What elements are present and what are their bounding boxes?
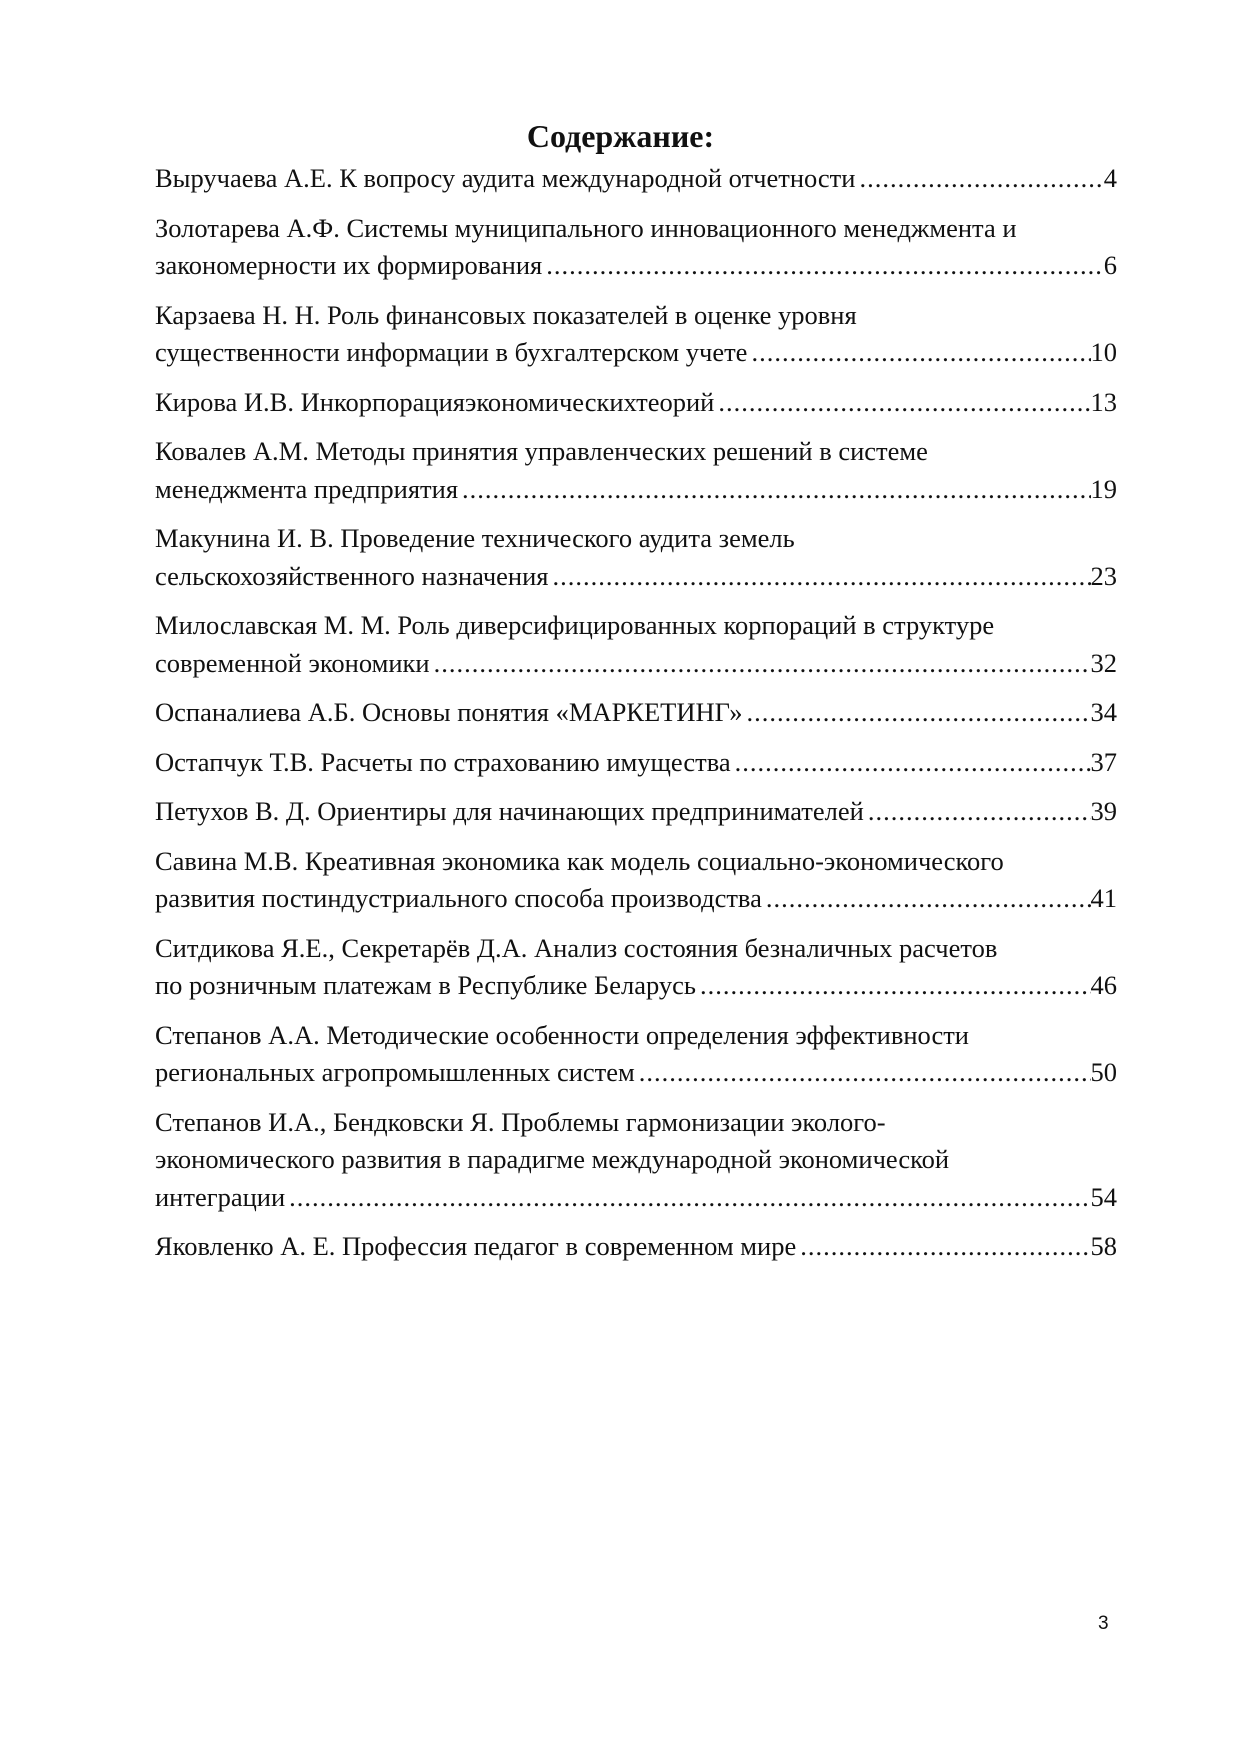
toc-page-number[interactable]: 37 [1090,746,1117,777]
toc-entry-title[interactable]: Степанов И.А., Бендковски Я. Проблемы гармонизации эколого- [155,1106,886,1137]
toc-entry-title[interactable]: современной экономики [155,647,430,678]
toc-page-number[interactable]: 4 [1103,163,1117,193]
toc-entry[interactable] [155,384,1117,422]
toc-page-number[interactable]: 41 [1090,883,1117,913]
toc-leader-dots [548,558,1090,596]
toc-line [155,843,1117,881]
toc-line [155,1104,1117,1142]
toc-leader-dots [714,384,1090,422]
page-title: Содержание: [526,118,715,154]
toc-entry[interactable] [155,1228,1117,1266]
toc-page-number[interactable]: 6 [1103,250,1117,280]
toc-entry[interactable] [155,210,1117,285]
toc-line [155,334,1117,372]
toc-entry-title[interactable]: Кирова И.В. Инкорпорацияэкономическихтеорий [155,386,715,417]
toc-entry-title[interactable]: развития постиндустриального способа производства [155,883,762,913]
toc-entry-title[interactable]: Макунина И. В. Проведение технического аудита земель [155,523,795,553]
toc-entry-title[interactable]: экономического развития в парадигме международной экономической [155,1144,950,1174]
toc-line [155,793,1117,831]
toc-page-number[interactable]: 58 [1090,1231,1117,1261]
toc-entry-title[interactable]: Остапчук Т.В. Расчеты по страхованию имущества [155,746,731,777]
toc-line [155,1179,1117,1217]
toc-entry[interactable] [155,297,1117,372]
toc-leader-dots [747,334,1090,372]
toc-entry-title[interactable]: Ситдикова Я.Е., Секретарёв Д.А. Анализ состояния безналичных расчетов [155,932,998,963]
toc-leader-dots [696,967,1091,1005]
toc-line [155,520,1117,558]
toc-entry[interactable] [155,160,1117,198]
toc-entry-title[interactable]: Карзаева Н. Н. Роль финансовых показателей в оценке уровня [155,299,857,330]
toc-entry[interactable] [155,1017,1117,1092]
toc-leader-dots [635,1054,1091,1092]
toc-entry-title[interactable]: Золотарева А.Ф. Системы муниципального инновационного менеджмента и [155,212,1017,243]
toc-line [155,930,1117,968]
toc-line [155,744,1117,782]
toc-line [155,297,1117,335]
toc-line [155,645,1117,683]
toc-entry-title[interactable]: закономерности их формирования [155,250,543,280]
toc-page-number[interactable]: 32 [1090,647,1117,678]
toc-page-number[interactable]: 54 [1090,1181,1117,1212]
toc-entry[interactable] [155,694,1117,732]
page-number: 3 [1098,1613,1109,1634]
table-of-contents [155,160,1117,1278]
toc-line [155,1228,1117,1266]
toc-entry-title[interactable]: Милославская М. М. Роль диверсифицированных корпораций в структуре [155,610,995,640]
toc-line [155,1054,1117,1092]
toc-leader-dots [796,1228,1090,1266]
toc-line [155,210,1117,248]
toc-entry[interactable] [155,520,1117,595]
toc-entry-title[interactable]: сельскохозяйственного назначения [155,560,549,591]
toc-entry[interactable] [155,1104,1117,1217]
toc-entry[interactable] [155,433,1117,508]
toc-leader-dots [855,160,1103,198]
toc-page-number[interactable]: 34 [1090,697,1117,727]
toc-entry-title[interactable]: Савина М.В. Креативная экономика как модель социально-экономического [155,845,1004,876]
toc-leader-dots [285,1179,1090,1217]
toc-leader-dots [743,694,1091,732]
toc-entry-title[interactable]: региональных агропромышленных систем [155,1057,635,1087]
toc-leader-dots [731,744,1091,782]
toc-page-number[interactable]: 19 [1090,473,1117,504]
toc-entry-title[interactable]: существенности информации в бухгалтерском учете [155,337,748,367]
toc-leader-dots [430,645,1091,683]
toc-line [155,880,1117,918]
toc-entry[interactable] [155,607,1117,682]
toc-entry-title[interactable]: Степанов А.А. Методические особенности определения эффективности [155,1019,969,1050]
toc-entry-title[interactable]: менеджмента предприятия [155,473,459,504]
toc-line [155,967,1117,1005]
toc-page-number[interactable]: 13 [1090,386,1117,417]
toc-page-number[interactable]: 46 [1090,970,1117,1000]
toc-entry-title[interactable]: Оспаналиева А.Б. Основы понятия «МАРКЕТИНГ» [155,697,743,727]
toc-line [155,160,1117,198]
toc-entry-title[interactable]: интеграции [155,1181,286,1212]
toc-line [155,694,1117,732]
toc-line [155,471,1117,509]
toc-leader-dots [864,793,1091,831]
toc-entry-title[interactable]: Яковленко А. Е. Профессия педагог в современном мире [155,1231,797,1261]
toc-entry-title[interactable]: Ковалев А.М. Методы принятия управленческих решений в системе [155,436,928,466]
toc-entry-title[interactable]: Выручаева А.Е. К вопросу аудита международной отчетности [155,163,856,193]
toc-page-number[interactable]: 23 [1090,560,1117,591]
toc-entry[interactable] [155,930,1117,1005]
toc-line [155,607,1117,645]
toc-entry[interactable] [155,843,1117,918]
toc-leader-dots [458,471,1090,509]
toc-line [155,558,1117,596]
toc-page-number[interactable]: 39 [1090,796,1117,826]
toc-entry[interactable] [155,793,1117,831]
toc-entry-title[interactable]: по розничным платежам в Республике Беларусь [155,970,696,1000]
toc-leader-dots [762,880,1091,918]
toc-line [155,384,1117,422]
toc-line [155,1017,1117,1055]
toc-entry[interactable] [155,744,1117,782]
toc-line [155,247,1117,285]
toc-entry-title[interactable]: Петухов В. Д. Ориентиры для начинающих предпринимателей [155,796,864,826]
toc-page-number[interactable]: 10 [1090,337,1117,367]
toc-line [155,1141,1117,1179]
toc-page-number[interactable]: 50 [1090,1057,1117,1087]
toc-leader-dots [542,247,1104,285]
toc-line [155,433,1117,471]
